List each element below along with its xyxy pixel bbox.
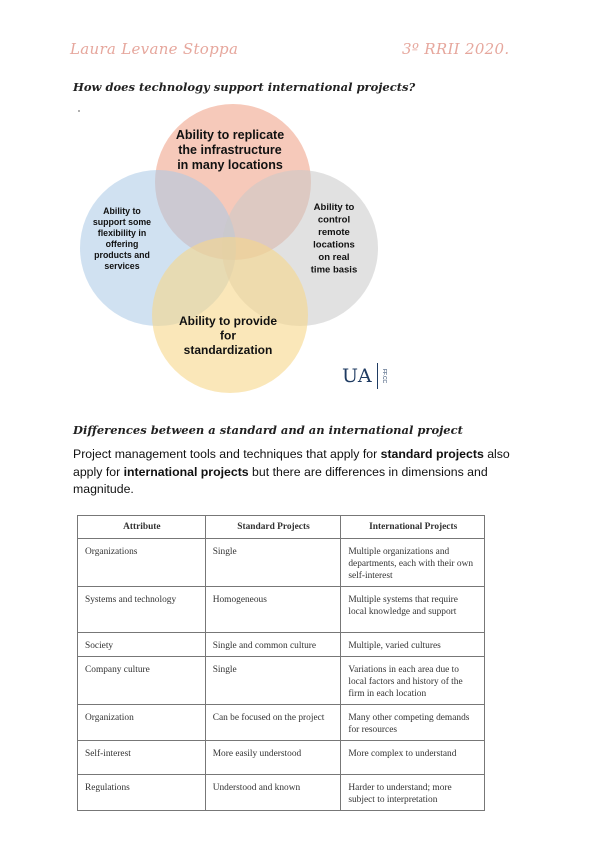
cell-attribute: Self-interest	[78, 741, 206, 775]
cell-attribute: Organization	[78, 705, 206, 741]
venn-label-line: time basis	[310, 264, 358, 276]
course-label: 3º RRII 2020.	[402, 40, 510, 58]
comparison-table	[77, 515, 485, 811]
table-row	[78, 741, 485, 775]
venn-label-line: flexibility in	[97, 228, 147, 238]
venn-label-line: Ability to	[313, 202, 355, 213]
ua-logo	[342, 363, 387, 389]
cell-international: Variations in each area due to local factors and history of the firm in each location	[341, 657, 485, 705]
paragraph-bold-standard: standard projects	[380, 447, 484, 461]
venn-label-line: services	[104, 261, 140, 271]
venn-label-line: standardization	[183, 343, 273, 357]
table-row	[78, 633, 485, 657]
cell-attribute: Company culture	[78, 657, 206, 705]
paragraph-bold-international: international projects	[123, 464, 249, 479]
author-name: Laura Levane Stoppa	[70, 40, 239, 58]
paragraph-text: Project management tools and techniques that apply for	[73, 447, 381, 461]
ua-logo-small: FF.CC	[381, 368, 388, 384]
cell-international: More complex to understand	[341, 741, 485, 775]
cell-standard: Homogeneous	[205, 587, 341, 633]
cell-international: Many other competing demands for resources	[341, 705, 485, 741]
venn-label-line: support some	[92, 217, 152, 227]
header-international: International Projects	[341, 516, 485, 539]
cell-attribute: Regulations	[78, 775, 206, 811]
cell-international: Multiple, varied cultures	[341, 633, 485, 657]
cell-attribute: Society	[78, 633, 206, 657]
intro-paragraph	[73, 446, 533, 499]
cell-attribute: Systems and technology	[78, 587, 206, 633]
venn-label-line: remote	[318, 227, 350, 238]
venn-label-line: Ability to	[103, 206, 141, 216]
paragraph-text: but there are differences in dimensions and magnitude.	[73, 464, 488, 496]
section-heading-technology: How does technology support international projects?	[73, 80, 416, 94]
ua-logo-divider	[377, 363, 378, 389]
venn-label-replicate	[176, 128, 284, 172]
cell-international: Multiple organizations and departments, each with their own self-interest	[341, 539, 485, 587]
venn-label-line: offering	[105, 239, 139, 249]
table-row	[78, 705, 485, 741]
cell-standard: Single	[205, 657, 341, 705]
venn-label-line: on real	[318, 252, 350, 263]
cell-standard: Understood and known	[205, 775, 341, 811]
header-standard: Standard Projects	[205, 516, 341, 539]
section-heading-differences: Differences between a standard and an international project	[73, 423, 463, 437]
ua-logo-text: UA	[342, 365, 373, 387]
venn-label-line: in many locations	[177, 158, 283, 172]
cell-standard: Single and common culture	[205, 633, 341, 657]
paragraph-text: also apply for	[73, 447, 510, 479]
table-header-row	[78, 516, 485, 539]
venn-label-line: Ability to provide	[178, 314, 278, 328]
venn-label-line: locations	[313, 239, 355, 251]
cell-standard: Can be focused on the project	[205, 705, 341, 741]
venn-diagram	[70, 100, 390, 400]
cell-international: Harder to understand; more subject to interpretation	[341, 775, 485, 811]
cell-standard: Single	[205, 539, 341, 587]
cell-standard: More easily understood	[205, 741, 341, 775]
table-row	[78, 775, 485, 811]
table-row	[78, 539, 485, 587]
cell-international: Multiple systems that require local knowledge and support	[341, 587, 485, 633]
venn-label-line: control	[317, 214, 351, 226]
cell-attribute: Organizations	[78, 539, 206, 587]
venn-label-line: the infrastructure	[178, 143, 282, 157]
header-attribute: Attribute	[78, 516, 206, 539]
table-row	[78, 657, 485, 705]
venn-label-line: products and	[94, 250, 150, 260]
venn-label-line: Ability to replicate	[175, 128, 285, 142]
table-row	[78, 587, 485, 633]
venn-label-line: for	[220, 328, 236, 343]
